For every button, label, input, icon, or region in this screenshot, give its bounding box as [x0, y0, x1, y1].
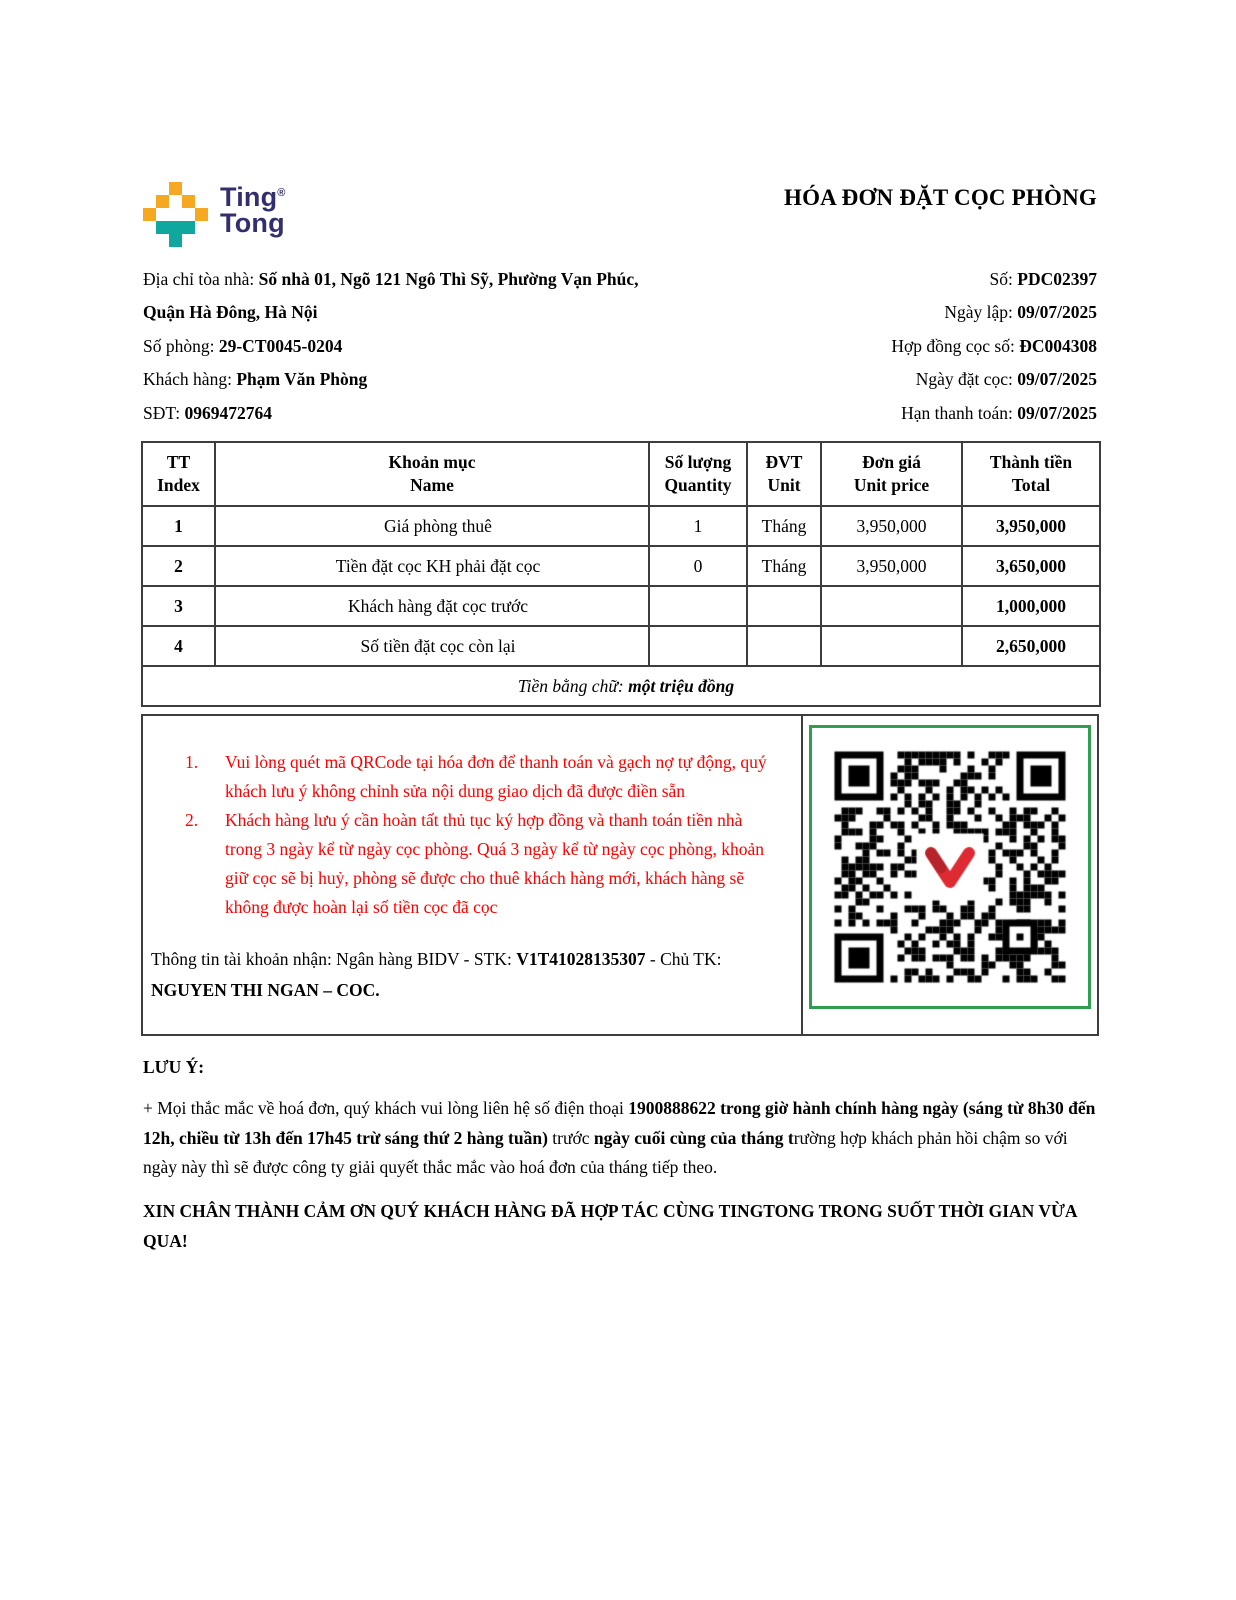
payment-notes-box [141, 714, 1099, 1036]
logo-pixel [195, 208, 208, 221]
cell-price: 3,950,000 [821, 546, 962, 586]
cell-total: 2,650,000 [962, 626, 1100, 666]
cell-index: 1 [142, 506, 215, 546]
hotline-number: 1900888622 trong giờ hành chính hàng ngày (sáng từ 8h30 đến 12h, chiều từ 13h đến 17h45 trừ sáng thứ 2 hàng tuần) [143, 1098, 1096, 1148]
contract-value: ĐC004308 [1019, 335, 1097, 356]
table-row [142, 586, 1100, 626]
header-line: TT [166, 452, 191, 472]
cell-qty: 0 [649, 546, 747, 586]
wordmark-tong: Tong [220, 208, 285, 238]
issue-date-value: 09/07/2025 [1017, 302, 1097, 323]
deposit-date-value: 09/07/2025 [1017, 369, 1097, 390]
table-row [142, 626, 1100, 666]
cell-index: 2 [142, 546, 215, 586]
address-label: Địa chỉ tòa nhà: [143, 269, 259, 289]
header-line: Quantity [664, 475, 732, 495]
cell-price [821, 626, 962, 666]
qr-cell [803, 716, 1097, 1034]
thank-you-line: XIN CHÂN THÀNH CẢM ƠN QUÝ KHÁCH HÀNG ĐÃ HỢP TÁC CÙNG TINGTONG TRONG SUỐT THỜI GIAN VỪA QUA! [143, 1200, 1077, 1251]
table-row [142, 506, 1100, 546]
cell-index: 4 [142, 626, 215, 666]
phone-value: 0969472764 [184, 402, 272, 423]
due-date-line [891, 397, 1097, 430]
deadline-text: ngày cuối cùng của tháng t [593, 1127, 794, 1148]
deposit-date-line [891, 363, 1097, 396]
address-value: Số nhà 01, Ngõ 121 Ngô Thì Sỹ, Phường Vạn Phúc, Quận Hà Đông, Hà Nội [143, 269, 639, 323]
building-info [143, 263, 678, 430]
col-header-index [142, 442, 215, 506]
header-line: Thành tiền [989, 452, 1073, 472]
contact-text: + Mọi thắc mắc về hoá đơn, quý khách vui lòng liên hệ số điện thoại [143, 1098, 629, 1118]
note-heading: LƯU Ý: [143, 1057, 205, 1077]
items-table [141, 441, 1101, 707]
room-label: Số phòng: [143, 335, 219, 356]
col-header-unit-price [821, 442, 962, 506]
phone-line [143, 397, 678, 430]
wordmark-ting: Ting [220, 182, 278, 212]
amount-in-words-row [142, 666, 1100, 706]
cell-name: Giá phòng thuê [215, 506, 649, 546]
col-header-name [215, 442, 649, 506]
cell-unit [747, 586, 821, 626]
col-header-total [962, 442, 1100, 506]
cell-unit: Tháng [747, 546, 821, 586]
contact-paragraph [143, 1094, 1099, 1183]
amount-words-label: Tiền bằng chữ: [517, 675, 629, 696]
cell-total: 1,000,000 [962, 586, 1100, 626]
room-value: 29-CT0045-0204 [218, 335, 343, 356]
cell-price [821, 586, 962, 626]
issue-date-line [891, 296, 1097, 329]
address-line [143, 263, 678, 330]
list-text: Vui lòng quét mã QRCode tại hóa đơn để thanh toán và gạch nợ tự động, quý khách lưu ý không chỉnh sửa nội dung giao dịch đã được điền sẵn [225, 752, 767, 801]
cell-price: 3,950,000 [821, 506, 962, 546]
bank-account-holder: NGUYEN THI NGAN – COC. [151, 980, 380, 1000]
cell-index: 3 [142, 586, 215, 626]
invoice-meta [891, 263, 1097, 430]
customer-value: Phạm Văn Phòng [236, 369, 368, 390]
cell-name: Số tiền đặt cọc còn lại [215, 626, 649, 666]
header-line: Index [157, 475, 200, 495]
cell-name: Tiền đặt cọc KH phải đặt cọc [215, 546, 649, 586]
phone-label: SĐT: [143, 402, 185, 423]
wordmark-line1 [220, 180, 286, 210]
invoice-number-label: Số: [989, 269, 1018, 289]
footer-section [143, 1056, 1099, 1256]
logo-pixel [169, 234, 182, 247]
issue-date-label: Ngày lập: [944, 302, 1018, 323]
deposit-date-label: Ngày đặt cọc: [915, 369, 1018, 390]
list-number: 1. [185, 752, 199, 772]
amount-words-value: một triệu đồng [628, 675, 735, 696]
contract-line [891, 330, 1097, 363]
tingtong-logo [143, 180, 286, 248]
header-line: Name [410, 475, 454, 495]
contact-text: rường hợp khách phản hồi chậm so với ngày này thì sẽ được công ty giải quyết thắc mắc vào hoá đơn của tháng tiếp theo. [143, 1127, 1068, 1177]
warning-list [185, 748, 785, 922]
qr-code [809, 725, 1091, 1009]
invoice-number-line [891, 263, 1097, 296]
header-line: Đơn giá [862, 452, 921, 472]
logo-pixel [143, 208, 156, 221]
room-line [143, 330, 678, 363]
header-line: Số lượng [664, 452, 732, 472]
bank-account-info [151, 944, 787, 1006]
contact-text: trước [547, 1127, 594, 1148]
col-header-quantity [649, 442, 747, 506]
cell-unit [747, 626, 821, 666]
cell-qty [649, 586, 747, 626]
contract-label: Hợp đồng cọc số: [891, 335, 1020, 356]
list-number: 2. [185, 810, 199, 830]
invoice-number-value: PDC02397 [1017, 269, 1097, 289]
cell-name: Khách hàng đặt cọc trước [215, 586, 649, 626]
header-line: Total [1011, 475, 1051, 495]
list-text: Khách hàng lưu ý cần hoàn tất thủ tục ký hợp đồng và thanh toán tiền nhà trong 3 ngày kể từ ngày cọc phòng. Quá 3 ngày kể từ ngày cọc phòng, khoản giữ cọc sẽ bị huỷ, phòng sẽ được cho thuê khách hàng mới, khách hàng sẽ không được hoàn lại số tiền cọc đã cọc [225, 810, 764, 917]
customer-label: Khách hàng: [143, 369, 237, 390]
cell-total: 3,650,000 [962, 546, 1100, 586]
tingtong-logo-icon [143, 182, 209, 248]
logo-pixel [182, 195, 195, 208]
tingtong-wordmark [220, 180, 286, 236]
cell-unit: Tháng [747, 506, 821, 546]
col-header-unit [747, 442, 821, 506]
logo-pixel [156, 221, 195, 234]
list-item [185, 748, 785, 806]
bank-mid: - Chủ TK: [645, 949, 722, 969]
header-line: Unit [767, 475, 801, 495]
due-date-value: 09/07/2025 [1017, 402, 1097, 423]
notes-cell [143, 716, 803, 1034]
customer-line [143, 363, 678, 396]
cell-qty [649, 626, 747, 666]
list-item [185, 806, 785, 922]
logo-pixel [169, 182, 182, 195]
bank-prefix: Thông tin tài khoản nhận: Ngân hàng BIDV - STK: [151, 949, 517, 969]
page-title: HÓA ĐƠN ĐẶT CỌC PHÒNG [783, 185, 1097, 210]
table-header-row [142, 442, 1100, 506]
amount-in-words [142, 666, 1100, 706]
cell-qty: 1 [649, 506, 747, 546]
due-date-label: Hạn thanh toán: [901, 402, 1018, 423]
cell-total: 3,950,000 [962, 506, 1100, 546]
qr-code-canvas [813, 729, 1087, 1005]
registered-mark: ® [277, 187, 286, 199]
table-row [142, 546, 1100, 586]
logo-pixel [156, 195, 169, 208]
bank-account-number: V1T41028135307 [516, 949, 646, 969]
info-section [143, 263, 1097, 430]
header-line: Unit price [853, 475, 930, 495]
header-line: ĐVT [765, 452, 803, 472]
header-line: Khoản mục [388, 452, 476, 472]
